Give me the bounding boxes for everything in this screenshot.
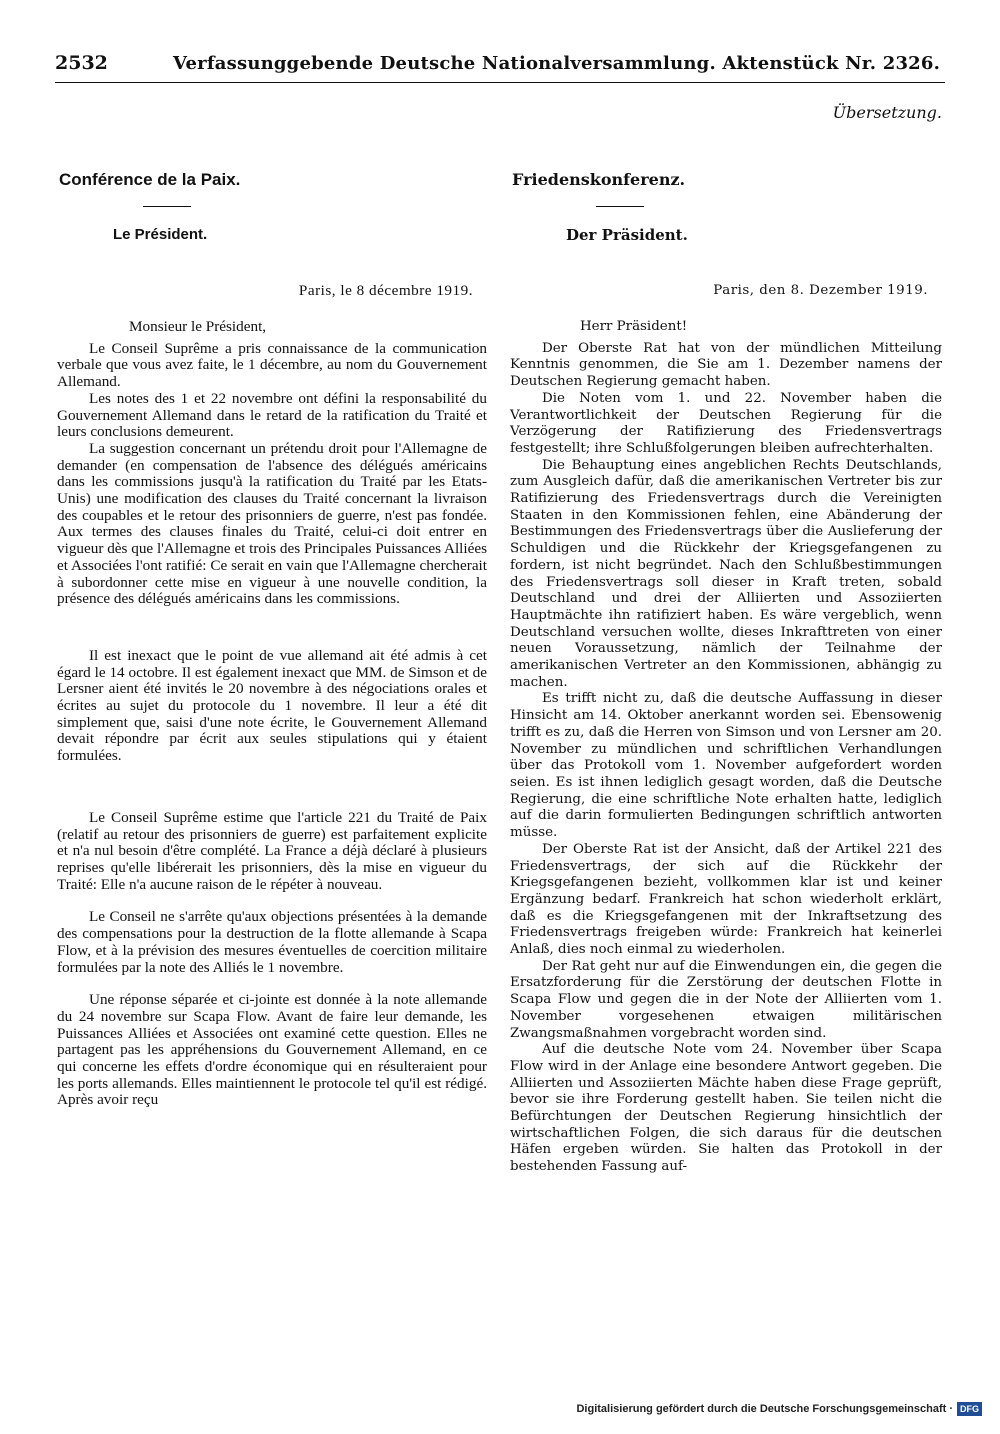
paragraph: Le Conseil ne s'arrête qu'aux objections présentées à la demande des compensations pour la destruction de la flotte allemande à Scapa Flow, et à la prévision des mesures éventuelles de coercition militaire formulées par la note des Alliés le 1 novembre. [57,908,487,976]
dateline: Paris, den 8. Dezember 1919. [713,283,928,298]
dateline: Paris, le 8 décembre 1919. [298,282,473,299]
paragraph: Les notes des 1 et 22 novembre ont défini la responsabilité du Gouvernement Allemand dans le retard de la ratification du Traité et leurs conclusions demeurent. [57,389,487,441]
president-heading: Le Président. [113,226,208,243]
digitization-credit [576,1402,982,1416]
running-title: Verfassunggebende Deutsche Nationalversammlung. Aktenstück Nr. 2326. [173,53,941,74]
german-column [510,172,942,1176]
paragraph: Une réponse séparée et ci-jointe est donnée à la note allemande du 24 novembre sur Scapa Flow. Avant de faire leur demande, les Puissances Alliées et Associées ont examiné cette question. Elles ne partagent pas les appréhensions du Gouvernement Allemand, en ce qui concerne les effets d'ordre économique qui en résulteraient pour les ports allemands. Elles maintiennent le protocole tel qu'il est rédigé. Après avoir reçu [57,991,487,1109]
paragraph: Der Oberste Rat hat von der mündlichen Mitteilung Kenntnis genommen, die Sie am 1. Dezember namens der Deutschen Regierung gemacht haben. [510,340,942,390]
paragraph: Die Noten vom 1. und 22. November haben die Verantwortlichkeit der Deutschen Regierung für die Verzögerung der Ratifizierung des Friedensvertrags festgestellt; ihre Schlußfolgerungen bleiben aufrechterhalten. [510,390,942,456]
credit-text: Digitalisierung gefördert durch die Deutsche Forschungsgemeinschaft · [576,1403,953,1415]
page-number: 2532 [55,52,108,74]
paragraph: Die Behauptung eines angeblichen Rechts Deutschlands, zum Ausgleich dafür, daß die amerikanischen Vertreter bis zur Ratifizierung des Friedensvertrags durch die Vereinigten Staaten in den Kommissionen fehlen, eine Abänderung der Bestimmungen des Friedensvertrags über die Auslieferung der Schuldigen und die Rückkehr der Kriegsgefangenen zu fordern, ist nicht begründet. Nach den Schlußbestimmungen des Friedensvertrags soll dieser in Kraft treten, sobald Deutschland und drei der Alliierten und Assoziierten Hauptmächte ihn ratifiziert haben. Es wäre vergeblich, wenn Deutschland versuchen wollte, dieses Inkrafttreten von einer neuen Voraussetzung, nämlich der Teilnahme der amerikanischen Vertreter an den Kommissionen, abhängig zu machen. [510,457,942,690]
divider-rule [596,206,644,207]
president-heading: Der Präsident. [566,226,688,244]
paragraph: Il est inexact que le point de vue allemand ait été admis à cet égard le 14 octobre. Il est également inexact que MM. de Simson et de Lersner aient été invités le 20 novembre à des négociations orales et écrites au sujet du protocole du 1 novembre. Il leur a été dit simplement que, saisi d'une note écrite, le Gouvernement Allemand devait répondre par écrit aux seules stipulations qui y étaient formulées. [57,646,487,765]
divider-rule [143,206,191,207]
paragraph: Le Conseil Suprême estime que l'article 221 du Traité de Paix (relatif au retour des prisonniers de guerre) est parfaitement explicite et n'a nul besoin d'être complété. La France a déjà déclaré à plusieurs reprises qu'elle libérerait les prisonniers, dès la mise en vigueur du Traité: Elle n'a aucune raison de le répéter à nouveau. [57,808,487,893]
paragraph: Es trifft nicht zu, daß die deutsche Auffassung in dieser Hinsicht am 14. Oktober anerkannt worden sei. Ebensowenig trifft es zu, daß die Herren von Simson und von Lersner am 20. November zu mündlichen und schriftlichen Verhandlungen über das Protokoll vom 1. November aufgefordert worden seien. Es ist ihnen lediglich gesagt worden, daß die Deutsche Regierung, die eine schriftliche Note erhalten hatte, lediglich auf die darin formulierten Bedingungen schriftlich antworten müsse. [510,691,942,841]
paragraph: Der Oberste Rat ist der Ansicht, daß der Artikel 221 des Friedensvertrags, der sich auf die Rückkehr der Kriegsgefangenen bezieht, vollkommen klar ist und keiner Ergänzung bedarf. Frankreich hat schon wiederholt erklärt, daß es die Kriegsgefangenen mit der Inkraftsetzung des Friedensvertrags freigeben würde: Frankreich hat keinerlei Anlaß, dies noch einmal zu wiederholen. [510,841,942,958]
conference-title: Friedenskonferenz. [512,170,686,189]
paragraph: La suggestion concernant un prétendu droit pour l'Allemagne de demander (en compensation de l'absence des délégués américains dans les commissions jusqu'à la ratification du Traité par les Etats-Unis) une modification des clauses du Traité concernant la livraison des coupables et le retour des prisonniers de guerre, n'est pas fondée. Aux termes des clauses finales du Traité, celui-ci doit entrer en vigueur dès que l'Allemagne et trois des Principales Puissances Alliées et Associées l'ont ratifié: Ce serait en vain que l'Allemagne chercherait à subordonner cette mise en vigueur à une nouvelle condition, la présence des délégués américains dans les commissions. [57,439,488,608]
paragraph: Le Conseil Suprême a pris connaissance de la communication verbale que vous avez faite, le 1 décembre, au nom du Gouvernement Allemand. [57,339,487,391]
salutation: Herr Präsident! [580,319,688,334]
salutation: Monsieur le Président, [129,318,267,335]
conference-title: Conférence de la Paix. [59,170,241,189]
paragraph: Der Rat geht nur auf die Einwendungen ein, die gegen die Ersatzforderung für die Zerstörung der deutschen Flotte in Scapa Flow und gegen die in der Note der Alliierten vom 1. November vorgesehenen etwaigen militärischen Zwangsmaßnahmen vorgebracht worden sind. [510,958,942,1041]
page-header [55,52,945,83]
paragraph: Auf die deutsche Note vom 24. November über Scapa Flow wird in der Anlage eine besondere Antwort gegeben. Die Alliierten und Assoziierten Mächte haben diese Frage geprüft, bevor sie ihre Forderung gestellt haben. Sie teilen nicht die Befürchtungen der Deutschen Regierung hinsichtlich der wirtschaftlichen Folgen, die sich daraus für die deutschen Häfen ergeben würden. Sie halten das Protokoll in der bestehenden Fassung auf- [510,1042,942,1175]
translation-note: Übersetzung. [832,103,942,122]
dfg-logo: DFG [957,1402,982,1416]
french-column [57,172,487,1109]
